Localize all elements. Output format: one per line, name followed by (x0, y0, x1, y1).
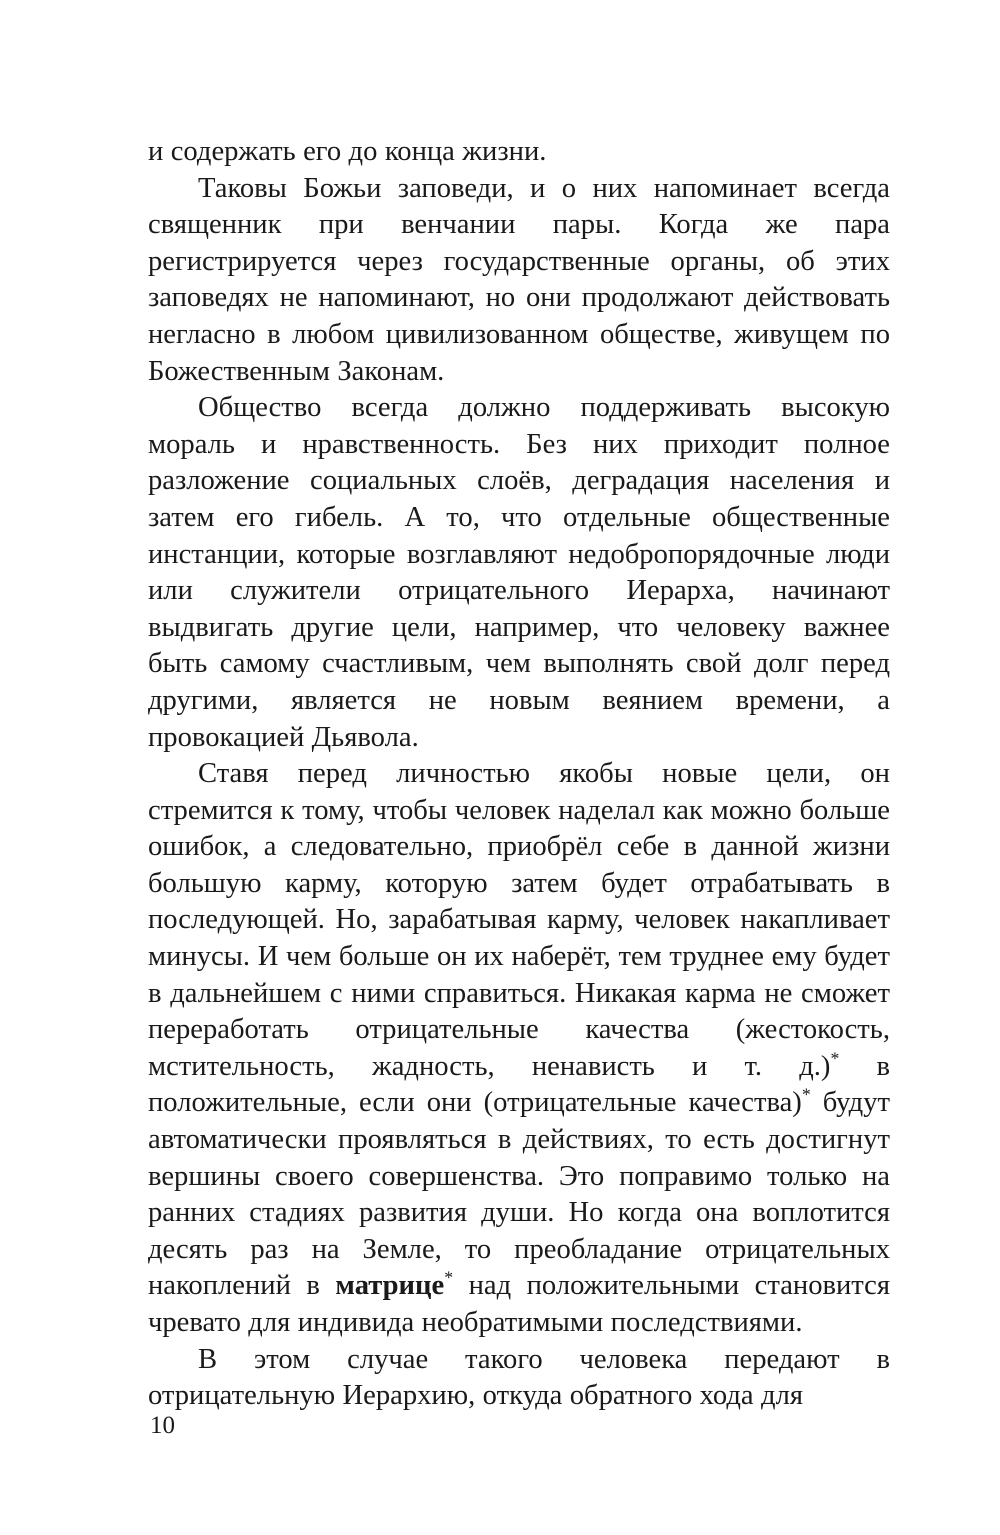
bold-term-matrix: матрице (335, 1270, 445, 1302)
footnote-marker-asterisk-1: * (830, 1048, 840, 1069)
segment-text-1: Ставя перед личностью якобы новые цели, он стремится к тому, чтобы человек наделал как можно больше ошибок, а следовательно, приобрёл себе в данной жизни большую карму, которую затем будет отрабатывать в последующей. Но, зарабатывая карму, человек накапливает минусы. И чем больше он их наберёт, тем труднее ему будет в дальнейшем с ними справиться. Никакая карма не сможет переработать отрицательные качества (жестокость, мстительность, жадность, ненависть и т. д.) (148, 758, 890, 1082)
page-text-block (148, 134, 890, 1415)
paragraph-karma-matrix (148, 756, 890, 1342)
footnote-marker-asterisk-3: * (444, 1267, 454, 1288)
segment-text-2: в положительные, если они (отрицательные качества) (148, 1050, 891, 1119)
segment-text-3: будут автоматически проявляться в действиях, то есть достигнут вершины своего совершенства. Это поправимо только на ранних стадиях развития души. Но когда она воплотится десять раз на Земле, то преобладание отрицательных накоплений в (148, 1087, 890, 1302)
paragraph-divine-commandments: Таковы Божьи заповеди, и о них напоминает всегда священник при венчании пары. Когда же пара регистрируется через государственные органы, об этих заповедях не напоминают, но они продолжают действовать негласно в любом цивилизованном обществе, живущем по Божественным Законам. (148, 172, 890, 387)
paragraph-continuation: и содержать его до конца жизни. (148, 136, 547, 167)
paragraph-negative-hierarchy: В этом случае такого человека передают в отрицательную Иерархию, откуда обратного хода для (148, 1343, 890, 1412)
footnote-marker-asterisk-2: * (801, 1084, 811, 1105)
paragraph-society-morality: Общество всегда должно поддерживать высокую мораль и нравственность. Без них приходит полное разложение социальных слоёв, деградация населения и затем его гибель. А то, что отдельные общественные инстанции, которые возглавляют недобропорядочные люди или служители отрицательного Иерарха, начинают выдвигать другие цели, например, что человеку важнее быть самому счастливым, чем выполнять свой долг перед другими, является не новым веянием времени, а провокацией Дьявола. (148, 392, 890, 753)
segment-text-4: над положительными становится чревато для индивида необратимыми последствиями. (148, 1270, 890, 1338)
page-number: 10 (150, 1412, 175, 1439)
